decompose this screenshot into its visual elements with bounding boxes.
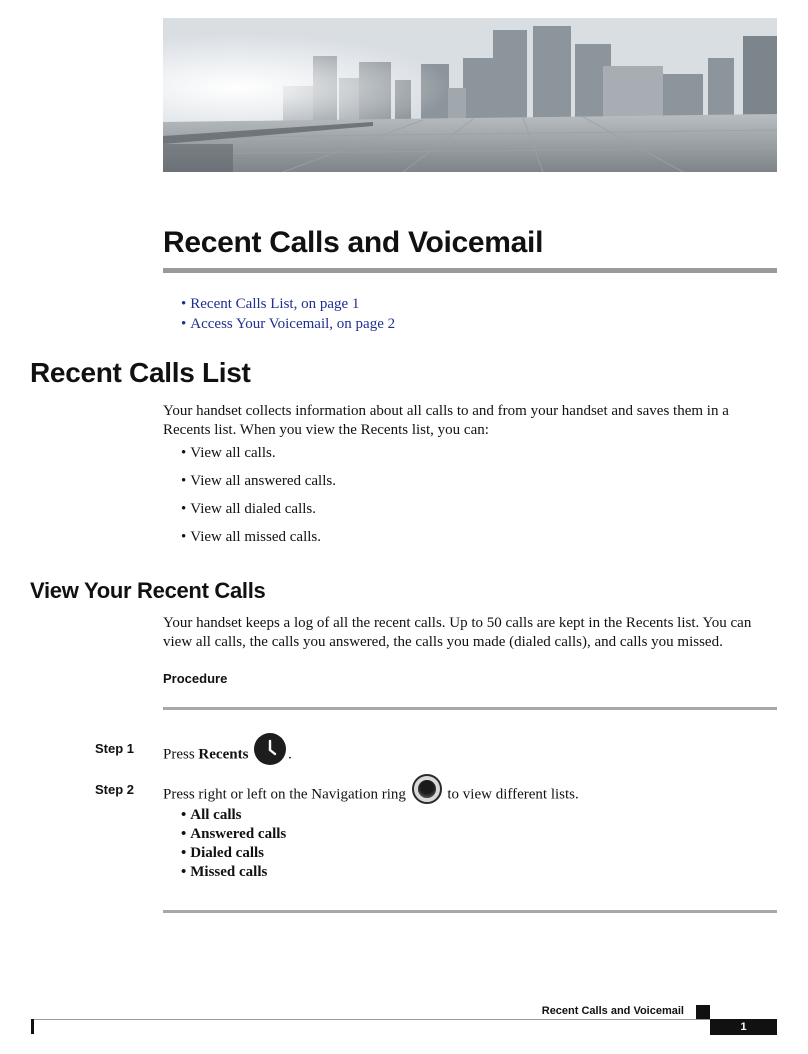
procedure-bottom-rule xyxy=(163,910,777,913)
list-item: • View all answered calls. xyxy=(181,471,336,499)
step-1-text-before: Press xyxy=(163,746,199,763)
footer-marker xyxy=(696,1005,710,1019)
step-2-label: Step 2 xyxy=(95,782,135,797)
step-2-text-before: Press right or left on the Navigation ring xyxy=(163,786,406,803)
toc-item[interactable] xyxy=(181,314,395,334)
list-item: • Dialed calls xyxy=(181,844,286,863)
step-1-label: Step 1 xyxy=(95,741,135,756)
recents-key-label: Recents xyxy=(198,746,249,763)
step-2-text-after: to view different lists. xyxy=(447,786,579,803)
chapter-hero-image xyxy=(163,18,777,172)
recents-list-options xyxy=(181,806,286,882)
section-heading-view-recent-calls: View Your Recent Calls xyxy=(30,578,266,603)
procedure-label: Procedure xyxy=(163,671,228,686)
recents-clock-icon xyxy=(254,733,286,765)
chapter-title: Recent Calls and Voicemail xyxy=(163,226,544,259)
toc-item[interactable] xyxy=(181,294,395,314)
navigation-ring-icon xyxy=(412,774,442,804)
footer-rule xyxy=(31,1019,777,1020)
list-item: • View all calls. xyxy=(181,443,336,471)
list-item: • Missed calls xyxy=(181,863,286,882)
view-recent-calls-intro: Your handset keeps a log of all the recent calls. Up to 50 calls are kept in the Recents list. You can view all calls, the calls you answered, the calls you made (dialed calls), and calls you missed. xyxy=(163,615,752,650)
procedure-top-rule xyxy=(163,707,777,710)
footer-chapter-title: Recent Calls and Voicemail xyxy=(541,1005,684,1017)
recent-calls-intro: Your handset collects information about all calls to and from your handset and saves them in a Recents list. When you view the Recents list, you can: xyxy=(163,403,729,438)
toc-link-access-voicemail[interactable]: Access Your Voicemail, on page 2 xyxy=(190,316,396,332)
section-heading-recent-calls-list: Recent Calls List xyxy=(30,357,251,388)
step-1-text xyxy=(163,739,292,771)
list-item: • Answered calls xyxy=(181,825,286,844)
page-number: 1 xyxy=(710,1019,777,1035)
recents-capabilities-list xyxy=(181,443,336,555)
list-item: • View all dialed calls. xyxy=(181,499,336,527)
footer-tick xyxy=(31,1019,34,1034)
list-item: • View all missed calls. xyxy=(181,527,336,555)
list-item: • All calls xyxy=(181,806,286,825)
chapter-toc xyxy=(181,294,395,334)
toc-link-recent-calls-list[interactable]: Recent Calls List, on page 1 xyxy=(190,296,360,312)
chapter-title-rule xyxy=(163,268,777,273)
step-1-text-after: . xyxy=(288,746,292,763)
